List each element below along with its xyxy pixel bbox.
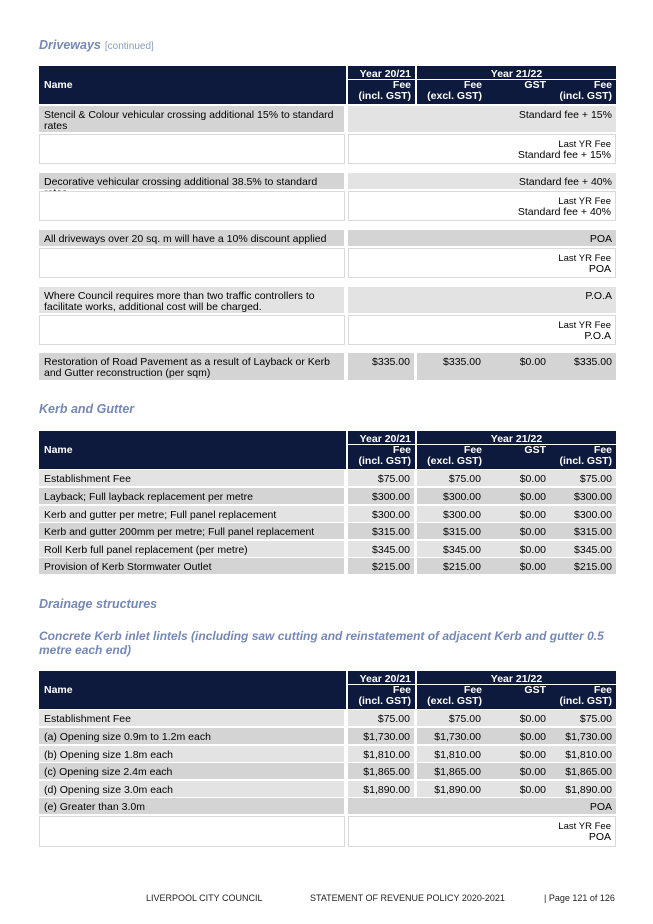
fee-gst: $0.00 [519,784,546,796]
fee-gst: $0.00 [519,473,546,485]
fee-incl: $1,810.00 [565,749,612,761]
fee-prev-cell [348,763,414,779]
fee-curr-cell [417,781,616,797]
table-row [39,798,616,814]
fee-value-cell [348,798,616,814]
header-gst: GST [524,79,546,91]
header-year-prev: Year 20/21 [359,433,411,445]
fee-name: Stencil & Colour vehicular crossing additional 15% to standard rates [39,106,344,132]
table-row [39,353,616,380]
table-row [39,781,616,797]
last-year-value: POA [588,263,611,275]
fee-prev-cell [348,488,414,504]
fee-gst: $0.00 [519,731,546,743]
fee-prev: $75.00 [377,473,410,485]
table-row [39,287,616,313]
fee-prev: $1,810.00 [363,749,410,761]
fee-name: (e) Greater than 3.0m [39,798,344,814]
header-fee-incl: Fee [593,444,612,456]
fee-name: Where Council requires more than two traffic controllers to facilitate works, additional cost will be charged. [39,287,344,313]
fee-excl: $1,730.00 [434,731,481,743]
driveways-title [39,38,154,54]
fee-prev: $300.00 [372,509,410,521]
table-row [39,173,616,189]
header-excl: (excl. GST) [427,695,482,707]
last-year-cell [348,315,616,345]
fee-prev: $75.00 [377,713,410,725]
header-incl: (incl. GST) [559,455,612,467]
fee-gst: $0.00 [519,509,546,521]
drainage-title: Drainage structures [39,597,158,611]
last-year-row [39,248,616,278]
blank-cell [39,248,345,278]
fee-value: Standard fee + 15% [518,109,612,121]
fee-name: All driveways over 20 sq. m will have a 10% discount applied [39,230,344,246]
fee-curr-cell [417,506,616,522]
fee-name: (d) Opening size 3.0m each [39,781,344,797]
last-year-label: Last YR Fee [558,196,611,207]
fee-value-cell [348,230,616,246]
fee-name: Kerb and gutter per metre; Full panel replacement [39,506,344,522]
header-year-curr: Year 21/22 [490,433,543,445]
fee-incl: $315.00 [574,526,612,538]
fee-value-cell [348,173,616,189]
fee-prev-cell [348,541,414,557]
header-name: Name [44,79,73,91]
header-fee-excl: Fee [463,79,482,91]
header-fee-incl: Fee [593,79,612,91]
last-year-label: Last YR Fee [558,821,611,832]
fee-value: P.O.A [585,290,612,302]
fee-name: Establishment Fee [39,710,344,726]
footer-page: | Page 121 of 126 [544,893,615,903]
header-fee-excl: Fee [463,444,482,456]
fee-name: Roll Kerb full panel replacement (per metre) [39,541,344,557]
fee-prev-cell [348,781,414,797]
header-name: Name [44,684,73,696]
fee-prev-cell [348,353,414,380]
table-row [39,230,616,246]
drainage-table-header [39,671,616,709]
header-incl-prev: (incl. GST) [358,455,411,467]
last-year-row [39,134,616,164]
table-row [39,763,616,779]
table-row [39,541,616,557]
last-year-value: P.O.A [584,330,611,342]
fee-curr-cell [417,558,616,574]
fee-prev: $345.00 [372,544,410,556]
fee-incl: $300.00 [574,509,612,521]
fee-curr-cell [417,710,616,726]
kerb-table-header [39,431,616,469]
fee-gst: $0.00 [519,749,546,761]
header-year-curr: Year 21/22 [490,673,543,685]
fee-prev: $335.00 [372,356,410,368]
fee-prev-cell [348,506,414,522]
footer-org: LIVERPOOL CITY COUNCIL [146,893,263,903]
blank-cell [39,191,345,221]
fee-excl: $215.00 [443,561,481,573]
fee-name: (c) Opening size 2.4m each [39,763,344,779]
fee-value-cell [348,106,616,132]
fee-excl: $300.00 [443,491,481,503]
driveways-title-text: Driveways [39,38,101,52]
header-fee-prev: Fee [392,444,411,456]
driveways-table-header [39,66,616,104]
fee-prev-cell [348,523,414,539]
header-name: Name [44,444,73,456]
drainage-subtitle: Concrete Kerb inlet lintels (including saw cutting and reinstatement of adjacent Kerb and gutter 0.5 metre each end) [39,629,604,657]
table-row [39,728,616,744]
kerb-title: Kerb and Gutter [39,402,135,416]
last-year-cell [348,816,616,847]
fee-incl: $1,890.00 [565,784,612,796]
fee-name: Restoration of Road Pavement as a result of Layback or Kerb and Gutter reconstruction (per sqm) [39,353,344,380]
footer-doc: STATEMENT OF REVENUE POLICY 2020-2021 [310,893,505,903]
header-year-prev: Year 20/21 [359,673,411,685]
fee-curr-cell [417,488,616,504]
header-gst: GST [524,684,546,696]
header-fee-incl: Fee [593,684,612,696]
fee-curr-cell [417,746,616,762]
fee-name: (b) Opening size 1.8m each [39,746,344,762]
fee-incl: $1,865.00 [565,766,612,778]
fee-incl: $1,730.00 [565,731,612,743]
last-year-row [39,315,616,345]
blank-cell [39,315,345,345]
last-year-cell [348,191,616,221]
last-year-label: Last YR Fee [558,320,611,331]
fee-gst: $0.00 [519,561,546,573]
fee-value: Standard fee + 40% [518,176,612,188]
fee-prev: $1,730.00 [363,731,410,743]
fee-excl: $1,890.00 [434,784,481,796]
fee-prev-cell [348,746,414,762]
continued-label: [continued] [104,41,154,52]
fee-curr-cell [417,728,616,744]
fee-prev-cell [348,470,414,486]
fee-excl: $75.00 [448,713,481,725]
fee-gst: $0.00 [519,526,546,538]
last-year-label: Last YR Fee [558,139,611,150]
fee-prev: $315.00 [372,526,410,538]
fee-value: POA [589,233,612,245]
fee-prev-cell [348,558,414,574]
fee-prev: $1,890.00 [363,784,410,796]
fee-name: Kerb and gutter 200mm per metre; Full panel replacement [39,523,344,539]
table-row [39,506,616,522]
fee-excl: $75.00 [448,473,481,485]
fee-curr-cell [417,763,616,779]
fee-incl: $75.00 [579,713,612,725]
fee-prev: $300.00 [372,491,410,503]
fee-incl: $300.00 [574,491,612,503]
last-year-value: Standard fee + 40% [517,206,611,218]
fee-excl: $335.00 [443,356,481,368]
blank-cell [39,816,345,847]
fee-value-cell [348,287,616,313]
fee-gst: $0.00 [519,766,546,778]
fee-incl: $345.00 [574,544,612,556]
fee-prev-cell [348,728,414,744]
fee-prev: $1,865.00 [363,766,410,778]
fee-value: POA [589,801,612,813]
fee-name: (a) Opening size 0.9m to 1.2m each [39,728,344,744]
table-row [39,746,616,762]
header-year-prev: Year 20/21 [359,68,411,80]
fee-excl: $1,810.00 [434,749,481,761]
header-incl-prev: (incl. GST) [358,90,411,102]
table-row [39,488,616,504]
fee-name: Decorative vehicular crossing additional 38.5% to standard [39,173,344,189]
fee-gst: $0.00 [519,491,546,503]
header-fee-excl: Fee [463,684,482,696]
fee-excl: $315.00 [443,526,481,538]
last-year-row [39,191,616,221]
header-excl: (excl. GST) [427,455,482,467]
fee-prev: $215.00 [372,561,410,573]
blank-cell [39,134,345,164]
last-year-value: Standard fee + 15% [517,149,611,161]
header-incl-prev: (incl. GST) [358,695,411,707]
last-year-row [39,816,616,847]
fee-gst: $0.00 [519,356,546,368]
fee-gst: $0.00 [519,713,546,725]
fee-gst: $0.00 [519,544,546,556]
last-year-cell [348,248,616,278]
table-row [39,523,616,539]
header-fee-prev: Fee [392,684,411,696]
fee-curr-cell [417,470,616,486]
fee-curr-cell [417,523,616,539]
header-gst: GST [524,444,546,456]
header-incl: (incl. GST) [559,695,612,707]
fee-excl: $300.00 [443,509,481,521]
fee-excl: $1,865.00 [434,766,481,778]
fee-prev-cell [348,710,414,726]
fee-incl: $335.00 [574,356,612,368]
table-row [39,558,616,574]
header-year-curr: Year 21/22 [490,68,543,80]
fee-incl: $75.00 [579,473,612,485]
last-year-cell [348,134,616,164]
table-row [39,106,616,132]
table-row [39,470,616,486]
last-year-value: POA [588,831,611,843]
fee-name: Layback; Full layback replacement per metre [39,488,344,504]
header-incl: (incl. GST) [559,90,612,102]
fee-excl: $345.00 [443,544,481,556]
header-excl: (excl. GST) [427,90,482,102]
table-row [39,710,616,726]
fee-curr-cell [417,541,616,557]
fee-name: Provision of Kerb Stormwater Outlet [39,558,344,574]
header-fee-prev: Fee [392,79,411,91]
last-year-label: Last YR Fee [558,253,611,264]
fee-incl: $215.00 [574,561,612,573]
fee-curr-cell [417,353,616,380]
fee-name: Establishment Fee [39,470,344,486]
